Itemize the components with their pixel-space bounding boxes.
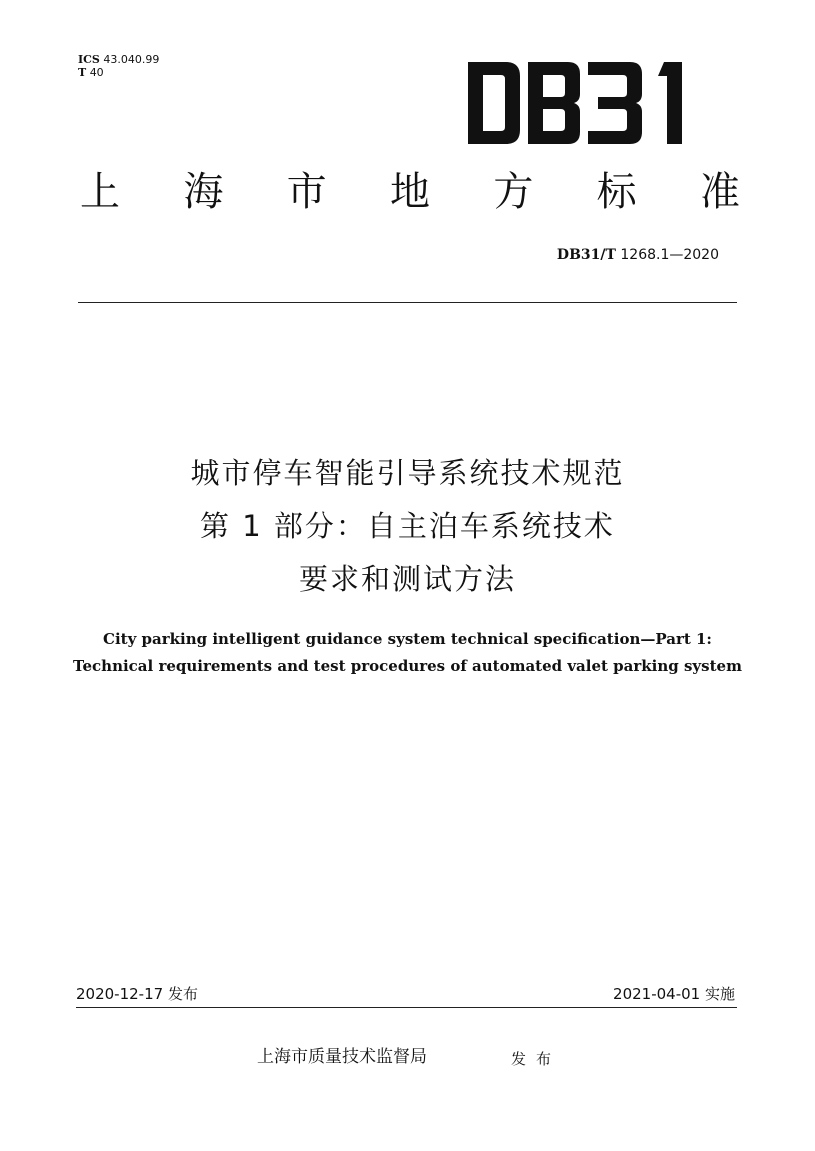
class-label: T: [78, 66, 87, 79]
issuing-authority: 上海市质量技术监督局: [257, 1047, 427, 1067]
heading-char: 标: [596, 169, 637, 215]
ics-block: [78, 53, 159, 79]
standard-number: [557, 246, 719, 264]
heading-char: 上: [80, 169, 120, 215]
title-cn-line-3: 要求和测试方法: [298, 562, 516, 596]
standard-number-prefix: DB31/T: [556, 247, 616, 263]
ics-line: [78, 53, 159, 66]
implementation-date: 2021-04-01 实施: [613, 985, 735, 1003]
ics-label: ICS: [78, 53, 100, 66]
local-standard-heading: [80, 168, 740, 216]
title-cn-line-1: 城市停车智能引导系统技术规范: [190, 456, 625, 490]
class-code: 40: [89, 66, 104, 79]
issue-label: 发布: [511, 1050, 562, 1068]
standard-number-value: 1268.1—2020: [620, 247, 719, 263]
heading-char: 市: [286, 169, 327, 215]
title-en-line-2: Technical requirements and test procedures of automated valet parking system: [73, 657, 742, 675]
heading-char: 方: [493, 169, 534, 215]
footer-divider: [76, 1007, 737, 1008]
heading-char: 准: [699, 169, 740, 215]
issue-date: 2020-12-17 发布: [76, 985, 198, 1003]
class-line: [78, 66, 159, 79]
heading-char: 地: [389, 169, 430, 215]
title-cn-line-2: 第 1 部分：自主泊车系统技术: [200, 509, 615, 543]
db31-logo: [468, 62, 696, 144]
header-divider: [78, 302, 737, 303]
heading-char: 海: [183, 169, 224, 215]
ics-code: 43.040.99: [103, 53, 160, 66]
title-en-line-1: City parking intelligent guidance system technical specification—Part 1:: [103, 630, 712, 648]
